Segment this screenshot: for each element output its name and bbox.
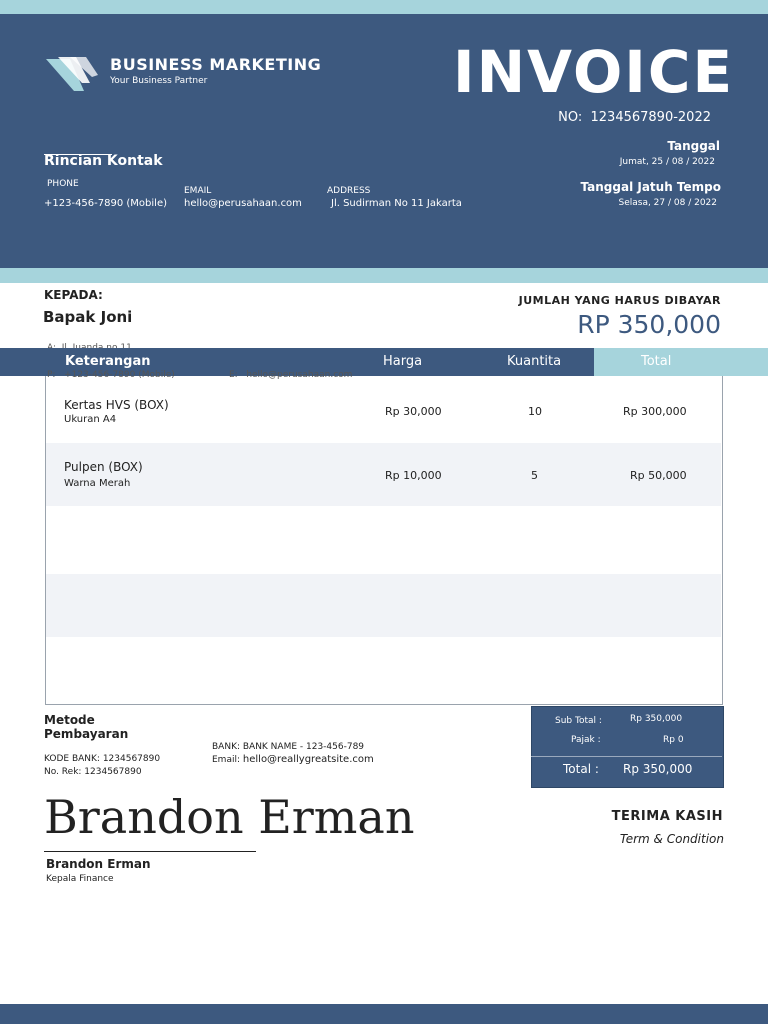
payment-title-line1: Metode: [44, 713, 95, 727]
total-label: Total :: [563, 762, 599, 776]
payment-email-value: hello@reallygreatsite.com: [242, 754, 374, 765]
total-value: Rp 350,000: [623, 762, 693, 776]
contact-title: Rincian Kontak: [44, 153, 163, 169]
col-header-desc: Keterangan: [65, 354, 151, 369]
item-total: Rp 300,000: [623, 405, 687, 418]
col-header-price: Harga: [383, 354, 423, 369]
signer-name: Brandon Erman: [46, 857, 151, 871]
item-desc: Kertas HVS (BOX): [64, 398, 169, 412]
bottom-band: [0, 1004, 768, 1024]
date-label: Tanggal: [667, 139, 720, 153]
tax-label: Pajak :: [571, 735, 601, 745]
table-row-stripe: [46, 574, 721, 637]
items-table: [45, 376, 723, 705]
subtotal-label: Sub Total :: [555, 716, 602, 726]
customer-phone-value: +123-456-7890 (Mobile): [64, 370, 175, 380]
item-total: Rp 50,000: [630, 469, 687, 482]
thank-you: TERIMA KASIH: [611, 809, 723, 824]
tax-value: Rp 0: [663, 735, 684, 745]
payment-email: [212, 754, 374, 765]
item-subdesc: Warna Merah: [64, 478, 131, 489]
bank-name: BANK: BANK NAME - 123-456-789: [212, 742, 365, 752]
item-qty: 5: [531, 469, 538, 482]
item-subdesc: Ukuran A4: [64, 414, 117, 425]
item-price: Rp 10,000: [385, 469, 442, 482]
email-value: hello@perusahaan.com: [184, 198, 302, 209]
mid-accent-strip: [0, 268, 768, 283]
email-prefix: E:: [229, 370, 238, 380]
totals-divider: [531, 756, 722, 757]
item-price: Rp 30,000: [385, 405, 442, 418]
customer-name: Bapak Joni: [43, 308, 133, 326]
col-header-qty: Kuantita: [507, 354, 562, 369]
company-name: BUSINESS MARKETING: [110, 55, 322, 74]
address-value: Jl. Sudirman No 11 Jakarta: [331, 198, 462, 209]
invoice-number: [558, 110, 711, 125]
phone-prefix: P:: [47, 370, 56, 380]
phone-label: PHONE: [47, 179, 79, 189]
terms-link[interactable]: Term & Condition: [619, 832, 724, 846]
signature-line: [44, 851, 256, 852]
bill-to-label: KEPADA:: [44, 288, 103, 302]
phone-value: +123-456-7890 (Mobile): [44, 198, 168, 209]
col-header-total: Total: [641, 354, 672, 369]
email-label: EMAIL: [184, 186, 212, 196]
payment-title-line2: Pembayaran: [44, 727, 129, 741]
invoice-number-value: 1234567890-2022: [590, 110, 711, 125]
invoice-number-label: NO:: [558, 110, 583, 125]
payment-title: [44, 713, 128, 741]
account-number: No. Rek: 1234567890: [44, 767, 142, 777]
top-accent-strip: [0, 0, 768, 14]
table-header-total-cell: [594, 348, 768, 376]
logo-icon: [44, 55, 100, 95]
amount-due-value: RP 350,000: [577, 310, 721, 339]
amount-due-label: JUMLAH YANG HARUS DIBAYAR: [518, 294, 721, 307]
subtotal-value: Rp 350,000: [630, 714, 683, 724]
due-date-value: Selasa, 27 / 08 / 2022: [618, 198, 717, 208]
date-value: Jumat, 25 / 08 / 2022: [619, 157, 715, 167]
signature: Brandon Erman: [44, 790, 415, 844]
invoice-title: INVOICE: [453, 38, 735, 106]
item-qty: 10: [528, 405, 542, 418]
item-desc: Pulpen (BOX): [64, 460, 143, 474]
customer-email-value: hello@perusahaan.com: [246, 370, 353, 380]
signer-role: Kepala Finance: [46, 874, 114, 884]
address-label: ADDRESS: [327, 186, 371, 196]
table-row-stripe: [46, 443, 721, 506]
bank-code: KODE BANK: 1234567890: [44, 754, 161, 764]
due-date-label: Tanggal Jatuh Tempo: [580, 180, 721, 194]
payment-email-label: Email:: [212, 755, 241, 765]
company-tagline: Your Business Partner: [110, 76, 208, 86]
